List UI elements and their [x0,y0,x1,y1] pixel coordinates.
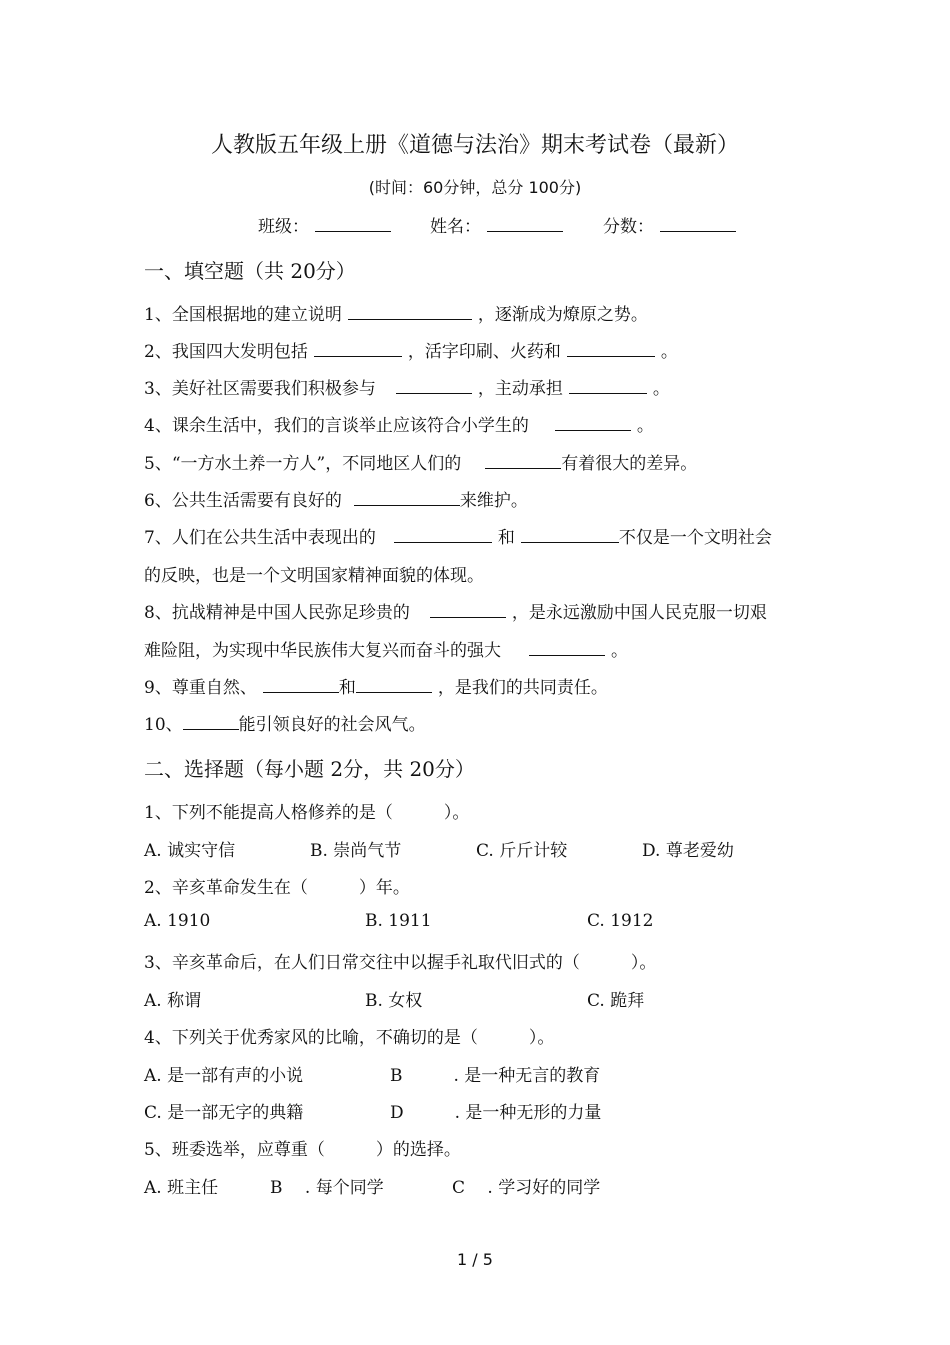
fill-question-4 [144,411,654,436]
page-number: 1 / 5 [457,1250,493,1269]
fill-question-7 [144,523,772,548]
question-text: 4、课余生活中，我们的言谈举止应该符合小学生的 [144,416,529,436]
fill-question-3 [144,374,670,399]
choice-option[interactable]: D. 尊老爱幼 [642,841,734,861]
question-text: 10、 [144,715,183,735]
question-text: 有着很大的差异。 [561,454,698,474]
choice-question-2: 2、辛亥革命发生在（ ）年。 [144,878,410,898]
answer-blank[interactable] [348,305,472,320]
exam-time-info: (时间：60分钟，总分 100分) [368,178,582,197]
choice-question-4: 4、下列关于优秀家风的比喻，不确切的是（ ）。 [144,1028,555,1048]
fill-question-8 [144,598,767,623]
choice-option[interactable]: A. 是一部有声的小说 [144,1066,304,1086]
answer-blank[interactable] [314,342,402,357]
section2-heading: 二、选择题（每小题 2分，共 20分） [144,757,475,781]
question-text: 。 [652,379,670,399]
choice-option[interactable]: C. 1912 [587,911,654,931]
fill-question-5 [144,449,697,474]
question-text: 能引领良好的社会风气。 [238,715,426,735]
question-text: 难险阻，为实现中华民族伟大复兴而奋斗的强大 [144,641,501,661]
answer-blank[interactable] [394,528,492,543]
section1-heading: 一、填空题（共 20分） [144,259,356,283]
choice-question-1: 1、下列不能提高人格修养的是（ ）。 [144,803,470,823]
name-blank[interactable] [487,217,563,232]
fill-question-10 [144,710,426,735]
question-text: ，主动承担 [477,379,563,399]
name-field [430,212,569,237]
choice-option[interactable]: C. 跪拜 [587,991,645,1011]
question-text: 6、公共生活需要有良好的 [144,491,342,511]
score-label: 分数： [603,217,654,237]
question-text: 不仅是一个文明社会 [618,528,772,548]
question-text: 9、尊重自然、 [144,678,257,698]
name-label: 姓名： [430,217,481,237]
score-field [603,212,742,237]
answer-blank[interactable] [529,641,605,656]
question-text: 3、美好社区需要我们积极参与 [144,379,376,399]
question-text: 2、我国四大发明包括 [144,342,308,362]
answer-blank[interactable] [183,715,239,730]
choice-option[interactable]: A. 诚实守信 [144,841,236,861]
question-text: 和 [497,528,515,548]
answer-blank[interactable] [567,342,655,357]
class-field [258,212,397,237]
answer-blank[interactable] [430,603,506,618]
question-text: 。 [636,416,654,436]
choice-option[interactable]: C . 学习好的同学 [452,1178,601,1198]
answer-blank[interactable] [569,379,647,394]
choice-option[interactable]: B. 1911 [365,911,432,931]
score-blank[interactable] [660,217,736,232]
class-label: 班级： [258,217,309,237]
choice-option[interactable]: B . 每个同学 [270,1178,384,1198]
question-text: 1、全国根据地的建立说明 [144,305,342,325]
answer-blank[interactable] [263,678,339,693]
choice-option[interactable]: A. 班主任 [144,1178,219,1198]
fill-question-2 [144,337,678,362]
choice-option[interactable]: D . 是一种无形的力量 [390,1103,602,1123]
answer-blank[interactable] [356,678,432,693]
choice-option[interactable]: A. 称谓 [144,991,202,1011]
choice-option[interactable]: B . 是一种无言的教育 [390,1066,601,1086]
answer-blank[interactable] [396,379,472,394]
question-text: ，是我们的共同责任。 [437,678,608,698]
fill-question-9 [144,673,608,698]
fill-question-7-continued: 的反映，也是一个文明国家精神面貌的体现。 [144,566,484,586]
choice-option[interactable]: B. 女权 [365,991,423,1011]
question-text: 7、人们在公共生活中表现出的 [144,528,376,548]
page-title: 人教版五年级上册《道德与法治》期末考试卷（最新） [210,133,739,158]
question-text: 。 [611,641,628,661]
choice-question-5: 5、班委选举，应尊重（ ）的选择。 [144,1140,461,1160]
choice-option[interactable]: C. 斤斤计较 [476,841,568,861]
question-text: 8、抗战精神是中国人民弥足珍贵的 [144,603,410,623]
question-text: ，活字印刷、火药和 [407,342,561,362]
fill-question-8-continued [144,636,628,661]
question-text: 来维护。 [459,491,528,511]
answer-blank[interactable] [354,491,460,506]
question-text: ，是永远激励中国人民克服一切艰 [511,603,767,623]
question-text: 和 [338,678,356,698]
question-text: 5、“一方水土养一方人”，不同地区人们的 [144,454,462,474]
fill-question-1 [144,300,648,325]
choice-question-3: 3、辛亥革命后，在人们日常交往中以握手礼取代旧式的（ ）。 [144,953,657,973]
class-blank[interactable] [315,217,391,232]
answer-blank[interactable] [485,454,561,469]
answer-blank[interactable] [521,528,619,543]
choice-option[interactable]: A. 1910 [144,911,211,931]
answer-blank[interactable] [555,416,631,431]
choice-option[interactable]: B. 崇尚气节 [310,841,402,861]
question-text: 。 [660,342,678,362]
choice-option[interactable]: C. 是一部无字的典籍 [144,1103,304,1123]
question-text: ，逐渐成为燎原之势。 [477,305,648,325]
fill-question-6 [144,486,528,511]
